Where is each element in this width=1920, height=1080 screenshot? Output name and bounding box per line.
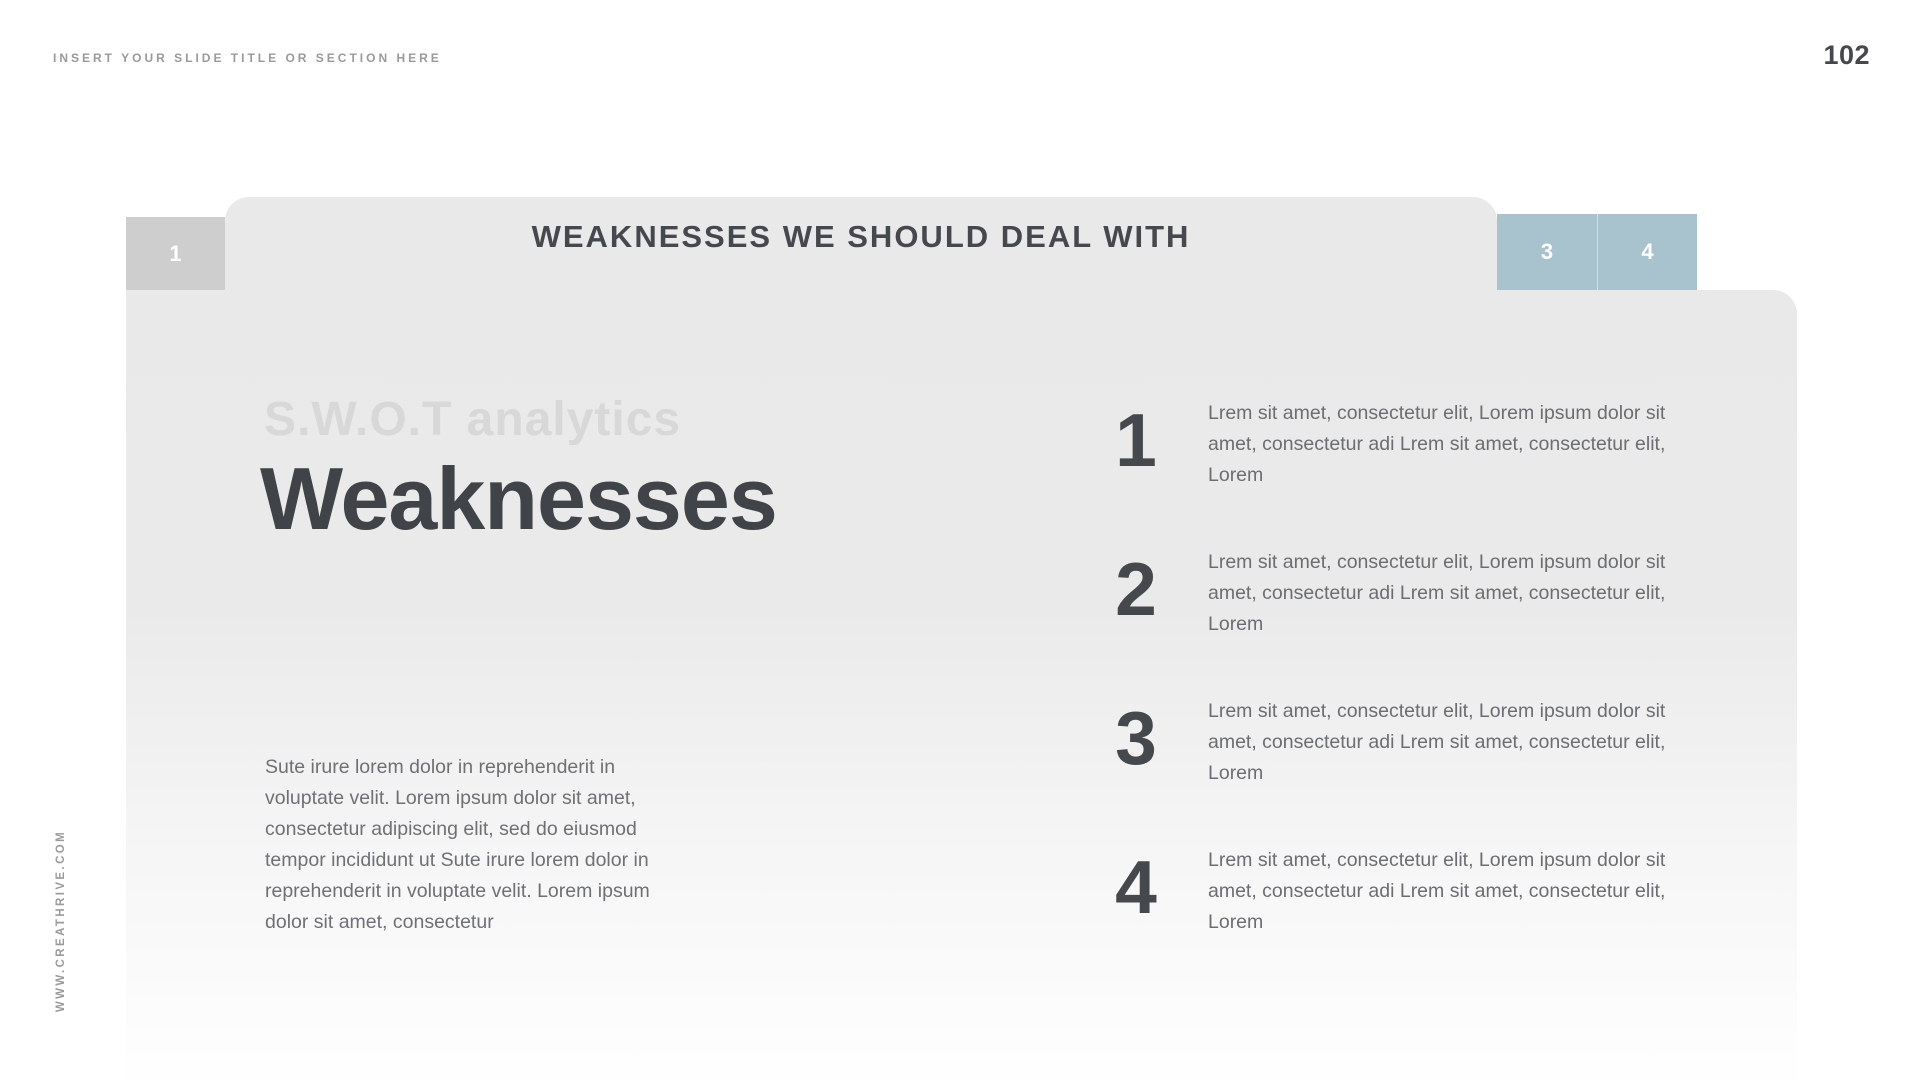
numbered-items-list <box>1100 398 1720 994</box>
list-item <box>1100 845 1720 939</box>
heading-weaknesses: Weaknesses <box>260 449 777 548</box>
item-text: Lrem sit amet, consectetur elit, Lorem ipsum dolor sit amet, consectetur adi Lrem sit amet, consectetur elit, Lorem <box>1208 402 1666 486</box>
tab-1[interactable] <box>126 217 225 290</box>
tab-3[interactable] <box>1497 214 1597 290</box>
tab-3-label: 3 <box>1540 239 1554 264</box>
item-number: 4 <box>1115 845 1157 929</box>
item-text: Lrem sit amet, consectetur elit, Lorem ipsum dolor sit amet, consectetur adi Lrem sit amet, consectetur elit, Lorem <box>1208 849 1666 933</box>
list-item <box>1100 696 1720 790</box>
slide-title: WEAKNESSES WE SHOULD DEAL WITH <box>531 218 1191 254</box>
list-item <box>1100 547 1720 641</box>
slide-section-label: INSERT YOUR SLIDE TITLE OR SECTION HERE <box>53 51 442 65</box>
item-number: 1 <box>1115 398 1157 482</box>
item-number: 2 <box>1115 547 1157 631</box>
list-item <box>1100 398 1720 492</box>
item-text: Lrem sit amet, consectetur elit, Lorem ipsum dolor sit amet, consectetur adi Lrem sit amet, consectetur elit, Lorem <box>1208 700 1666 784</box>
website-watermark: WWW.CREATHRIVE.COM <box>55 829 67 1013</box>
item-number: 3 <box>1115 696 1157 780</box>
description-paragraph: Sute irure lorem dolor in reprehenderit in voluptate velit. Lorem ipsum dolor sit amet, consectetur adipiscing elit, sed do eiusmod tempor incididunt ut Sute irure lorem dolor in reprehenderit in voluptate velit. Lorem ipsum dolor sit amet, consectetur <box>265 756 650 933</box>
tab-4-label: 4 <box>1641 239 1654 264</box>
tab-1-label: 1 <box>169 240 182 266</box>
tab-2-active[interactable] <box>225 197 1497 290</box>
kicker-swot-analytics: S.W.O.T analytics <box>264 393 682 446</box>
item-text: Lrem sit amet, consectetur elit, Lorem ipsum dolor sit amet, consectetur adi Lrem sit amet, consectetur elit, Lorem <box>1208 551 1666 635</box>
tab-4[interactable] <box>1597 214 1697 290</box>
page-number: 102 <box>1823 40 1870 70</box>
